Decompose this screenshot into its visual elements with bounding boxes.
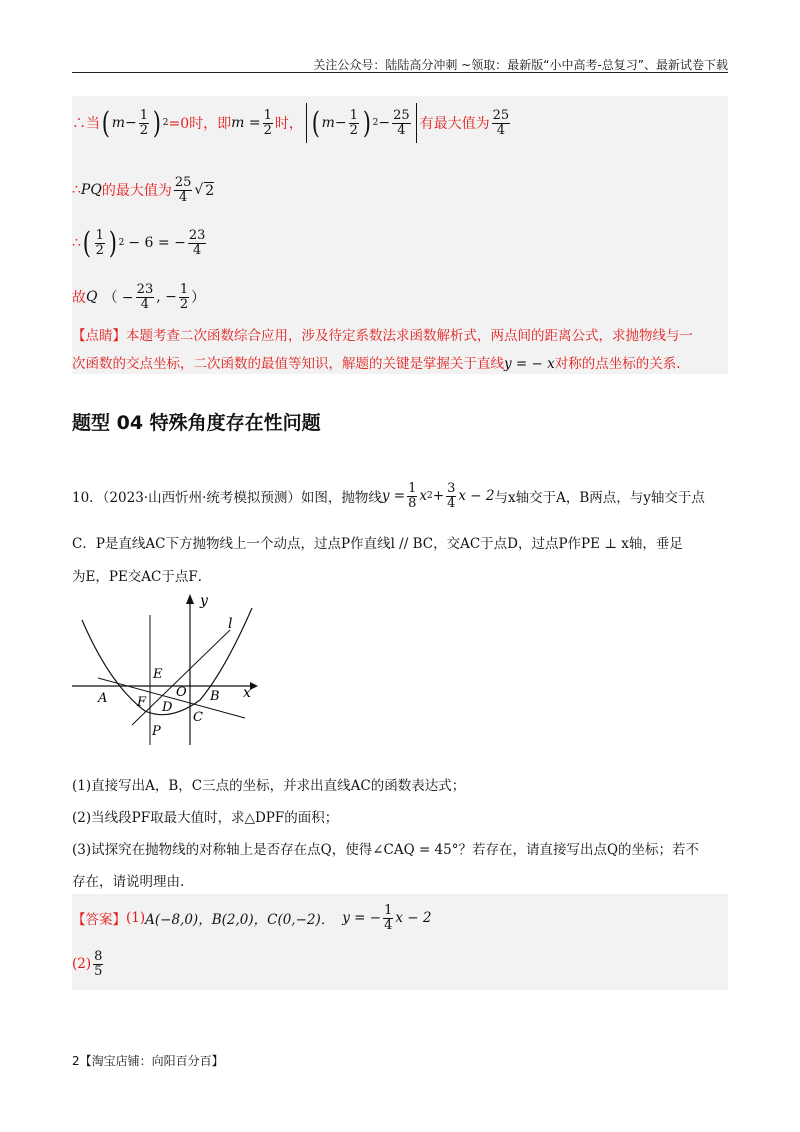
exponent: 2	[162, 118, 169, 128]
header-text: 关注公众号：陆陆高分冲刺 ~领取：最新版“小中高考-总复习”、最新试卷下载	[313, 58, 728, 72]
label-e: E	[153, 667, 163, 682]
sqrt-sign: √	[194, 182, 204, 198]
parabola-figure	[70, 590, 270, 750]
label-p: P	[152, 724, 161, 739]
label-b: B	[210, 689, 220, 704]
fraction-max: $\frac{25}{4}$	[492, 107, 510, 138]
label-f: F	[137, 695, 147, 710]
minus: −	[125, 115, 137, 131]
question-3a: (3)试探究在抛物线的对称轴上是否存在点Q，使得∠CAQ = 45°？若存在，请直接写出点Q的坐标；若不	[72, 842, 700, 858]
point-q: Q	[86, 289, 98, 305]
label-d: D	[162, 700, 173, 715]
question-2: (2)当线段PF取最大值时，求△DPF的面积；	[72, 810, 339, 826]
text-prefix: ∴当	[72, 116, 100, 132]
x-axis-arrow	[250, 682, 258, 690]
solution-line-3: ∴ ( $\frac{1}{2}$ ) 2 − 6 = − $\frac{23}{4}$	[72, 225, 206, 261]
segment-pq: PQ	[80, 182, 102, 198]
label-y: y	[200, 593, 208, 609]
label-a: A	[98, 691, 108, 706]
radicand: 2	[205, 182, 215, 199]
problem-line-3: 为E，PE交AC于点F．	[72, 569, 212, 585]
solution-line-2: ∴ PQ 的最大值为 $\frac{25}{4}$ √ 2	[72, 174, 215, 205]
note-line-1: 【点睛】本题考查二次函数综合应用，涉及待定系数法求函数解析式，两点间的距离公式，求抛物线与一	[72, 328, 693, 344]
y-axis-arrow	[186, 594, 194, 604]
label-l: l	[228, 616, 233, 632]
question-3b: 存在，请说明理由.	[72, 874, 185, 890]
solution-line-1: ∴当 ( m − $\frac{1}{2}$ ) 2 =0时，即 m = $\frac{1}{2}$ 时， ( m − $\frac{1}{2}$ ) 2 − $\frac{25}{4}$ 有最大值为 $\frac{25}{4}$	[72, 100, 512, 146]
fraction-25-4: $\frac{25}{4}$	[393, 107, 410, 138]
header-divider	[72, 72, 728, 73]
answer-line-2: (2) $\frac{8}{5}$	[72, 948, 103, 979]
problem-line-1: 10．（2023·山西忻州·统考模拟预测）如图，抛物线 y = $\frac{1}{8}$ x 2 + $\frac{3}{4}$ x − 2 与x轴交于A，B两点，与y轴交于点	[72, 480, 705, 511]
var-m: m	[111, 115, 125, 131]
label-o: O	[176, 685, 187, 700]
page-footer: 2【淘宝店铺：向阳百分百】	[72, 1054, 224, 1068]
problem-line-2: C．P是直线AC下方抛物线上一个动点，过点P作直线l // BC，交AC于点D，过点P作PE ⊥ x轴，垂足	[72, 536, 683, 552]
line-equation: y = − x	[504, 356, 555, 372]
parabola-curve	[82, 608, 252, 715]
answer-line-1: 【答案】 (1) A(−8,0)，B(2,0)，C(0,−2)． y = − $\frac{1}{4}$ x − 2	[72, 902, 432, 933]
label-c: C	[193, 710, 203, 725]
text-max-value: 有最大值为	[419, 116, 490, 132]
fraction-half-2: $\frac{1}{2}$	[263, 107, 272, 138]
m-equals: m =	[231, 115, 261, 131]
fraction-half: $\frac{1}{2}$	[139, 107, 149, 138]
text-then: 时，	[274, 116, 303, 132]
section-title: 题型 04 特殊角度存在性问题	[72, 412, 321, 434]
note-line-2: 次函数的交点坐标，二次函数的最值等知识，解题的关键是掌握关于直线y = − x对称的点坐标的关系.	[72, 356, 681, 372]
answer-label: 【答案】	[72, 912, 126, 928]
solution-line-4: 故 Q （ − $\frac{23}{4}$ , − $\frac{1}{2}$ ）	[72, 281, 206, 312]
text-eq-zero: =0时，即	[168, 116, 232, 132]
label-x: x	[243, 685, 251, 701]
question-1: (1)直接写出A，B，C三点的坐标，并求出直线AC的函数表达式；	[72, 778, 466, 794]
